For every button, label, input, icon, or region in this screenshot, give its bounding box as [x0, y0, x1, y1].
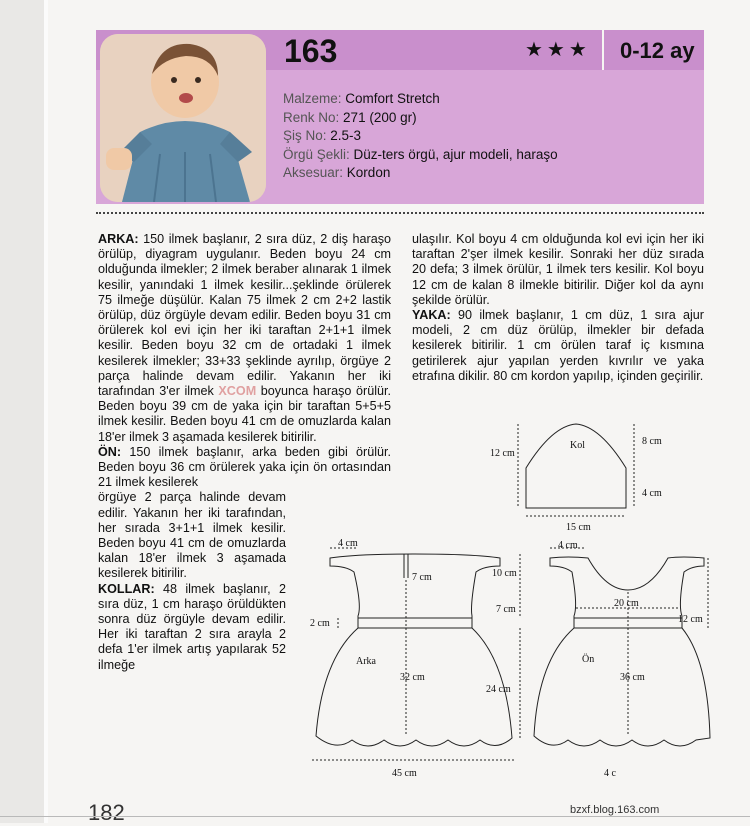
page-binding-highlight [44, 0, 48, 823]
on-section: ÖN: 150 ilmek başlanır, arka beden gibi örülür. Beden boyu 36 cm örülerek yaka için ön ortasından 21 ilmek kesilerek [98, 444, 391, 490]
dim-kol-15: 15 cm [566, 522, 591, 533]
pattern-number: 163 [284, 33, 338, 69]
on-section-cont: örgüye 2 parça halinde devam edilir. Yakanın her iki tarafından, her sırada 3+1+1 ilmek kesilir. Beden boyu 41 cm de omuzlarda kalan 18'er ilmek 3 aşamada kesilerek bitirilir. [98, 490, 286, 581]
dotted-divider [96, 212, 704, 214]
back-label: Arka [356, 656, 376, 667]
dim-back-4: 4 cm [338, 538, 358, 549]
dim-front-36: 36 cm [620, 672, 645, 683]
arka-section: ARKA: 150 ilmek başlanır, 2 sıra düz, 2 diş haraşo örülüp, diyagram uygulanır. Beden boyu 24 cm olduğunda ilmekler; 2 ilmek beraber alınarak 1 ilmek kesilir, yanındaki 1 ilmek kesilir...şeklinde örülerek 75 ilmeğe düşülür. Kalan 75 ilmek 2 cm 2+2 lastik örülüp, düz örgüyle devam edilir. Beden boyu 31 cm örülerek kol evi için her iki taraftan 2+1+1 ilmek kesilir. Beden boyu 32 cm de ortadaki 1 ilmek kesilerek ilmekler; 33+33 şeklinde ayrılıp, örgüye 2 parça halinde devam edilir. Yakanın her iki tarafından 3'er ilmek XCOM boyunca haraşo örülür. Beden boyu 39 cm de yaka için bir taraftan 5+5+5 ilmek kesilir. Beden boyu 41 cm de omuzlarda kalan 18'er ilmek 3 aşamada kesilerek bitirilir. [98, 232, 391, 444]
dim-front-20: 20 cm [614, 598, 639, 609]
dim-back-2: 2 cm [310, 618, 330, 629]
dim-front-bottom: 4 c [604, 768, 616, 779]
kollar-section: KOLLAR: 48 ilmek başlanır, 2 sıra düz, 1 cm haraşo örüldükten sonra düz örgüyle devam edilir. Her iki taraftan 2 sıra arayla 2 defa 1'er ilmek artış yapılarak 52 ilmeğe [98, 581, 286, 672]
materials-row: Aksesuar: Kordon [283, 165, 391, 180]
site-credit: bzxf.blog.163.com [570, 804, 660, 816]
difficulty-stars: ★★★ [525, 39, 591, 61]
dim-mid-10: 10 cm [492, 568, 517, 579]
dim-front-4: 4 cm [558, 540, 578, 551]
bottom-rule [0, 816, 750, 817]
materials-row: Şiş No: 2.5-3 [283, 128, 362, 143]
dim-kol-4: 4 cm [642, 488, 662, 499]
materials-row: Malzeme: Comfort Stretch [283, 91, 440, 106]
dim-front-12: 12 cm [678, 614, 703, 625]
materials-row: Örgü Şekli: Düz-ters örgü, ajur modeli, haraşo [283, 146, 558, 162]
dim-kol-8: 8 cm [642, 436, 662, 447]
dim-kol-12: 12 cm [490, 448, 515, 459]
kol-label: Kol [570, 440, 585, 451]
page-number: 182 [88, 800, 125, 825]
dim-back-32: 32 cm [400, 672, 425, 683]
pattern-diagram [294, 420, 714, 790]
dim-back-45: 45 cm [392, 768, 417, 779]
baby-photo [100, 34, 266, 202]
yaka-section: YAKA: 90 ilmek başlanır, 1 cm düz, 1 sıra ajur modeli, 2 cm düz örülüp, ilmekler bir defada kesilerek bitirilir. 1 cm örülen taraf iç kısmına getirilerek ajur yapılan yerden kıvrılır ve yaka etrafına dikilir. 80 cm kordon yapılıp, içinden geçirilir. [412, 308, 704, 383]
dim-mid-24: 24 cm [486, 684, 511, 695]
front-label: Ön [582, 654, 595, 665]
materials-list [283, 90, 558, 183]
materials-row: Renk No: 271 (200 gr) [283, 109, 417, 125]
instructions-column-right [412, 232, 704, 384]
dim-mid-7: 7 cm [496, 604, 516, 615]
age-range: 0-12 ay [620, 38, 695, 63]
header-separator [602, 30, 604, 70]
kollar-section-cont: ulaşılır. Kol boyu 4 cm olduğunda kol evi için her iki taraftan 2'şer ilmek kesilir. Sonraki her düz sırada 20 defa; 3 ilmek örülür, 1 ilmek ters kesilir. Kol boyu 12 cm de kalan 8 ilmekle bitirilir. Diğer kol da aynı şekilde örülür. [412, 232, 704, 307]
watermark: XCOM [218, 384, 257, 399]
page-binding-edge [0, 0, 45, 823]
dim-back-7: 7 cm [412, 572, 432, 583]
